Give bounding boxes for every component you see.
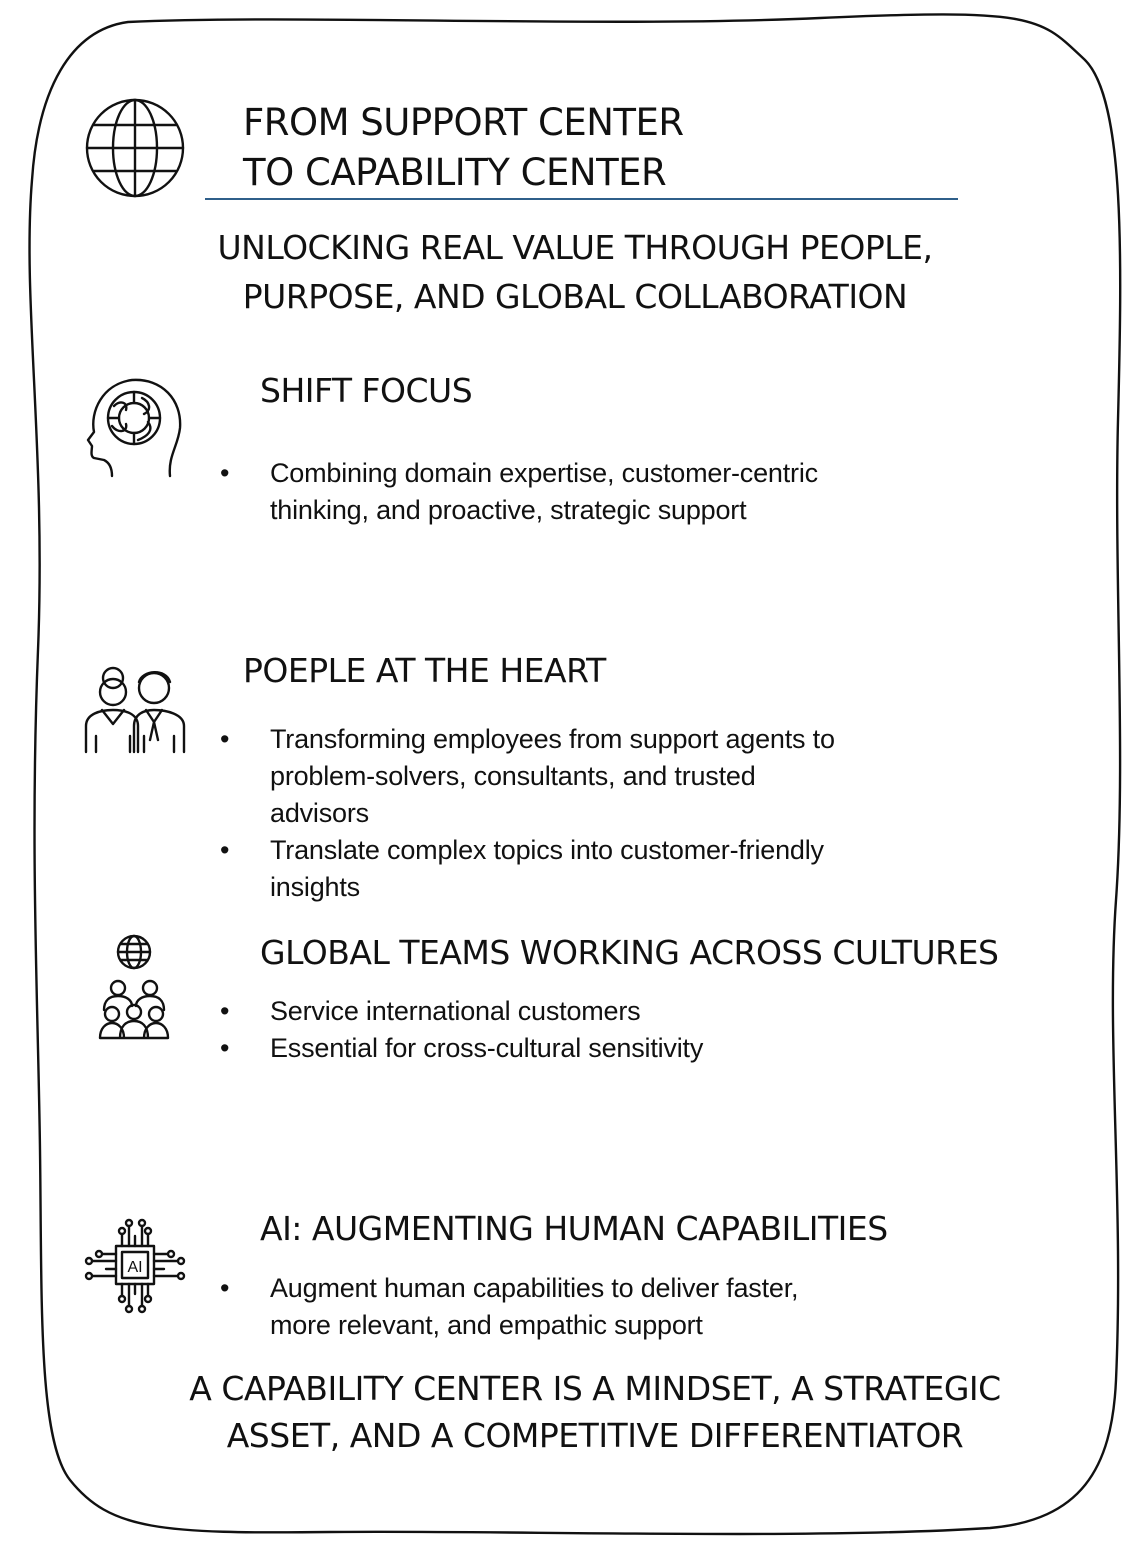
section-heading-people: POEPLE AT THE HEART [243, 651, 606, 690]
ai-bullets [220, 1270, 1000, 1344]
shift-focus-bullets [220, 455, 980, 529]
people-icon [82, 660, 188, 754]
section-heading-shift-focus: SHIFT FOCUS [260, 371, 473, 410]
ai-chip-icon [82, 1216, 188, 1316]
section-heading-ai: AI: AUGMENTING HUMAN CAPABILITIES [260, 1209, 888, 1248]
subtitle-line-2: PURPOSE, AND GLOBAL COLLABORATION [242, 277, 908, 316]
globe-icon [82, 95, 188, 201]
title-line-1: FROM SUPPORT CENTER [243, 101, 684, 144]
list-item: • Transforming employees from support agents to problem-solvers, consultants, and trusted advisors [220, 721, 1000, 832]
brain-head-icon [82, 372, 186, 482]
subtitle-line-1: UNLOCKING REAL VALUE THROUGH PEOPLE, [217, 228, 933, 267]
global-teams-bullets [220, 993, 1000, 1067]
section-heading-global-teams: GLOBAL TEAMS WORKING ACROSS CULTURES [260, 933, 999, 972]
global-team-icon [96, 934, 172, 1042]
list-item: • Translate complex topics into customer-friendly insights [220, 832, 1000, 906]
closing-line-2: ASSET, AND A COMPETITIVE DIFFERENTIATOR [226, 1416, 964, 1455]
list-item: • Combining domain expertise, customer-centric thinking, and proactive, strategic support [220, 455, 980, 529]
page-title [243, 98, 684, 198]
list-item: • Augment human capabilities to deliver faster, more relevant, and empathic support [220, 1270, 1000, 1344]
title-divider [205, 198, 958, 200]
title-line-2: TO CAPABILITY CENTER [243, 151, 667, 194]
closing-statement [140, 1365, 1050, 1459]
closing-line-1: A CAPABILITY CENTER IS A MINDSET, A STRATEGIC [189, 1369, 1001, 1408]
page-subtitle [150, 223, 1000, 321]
ai-chip-label: AI [127, 1259, 143, 1276]
people-bullets [220, 721, 1000, 906]
list-item: • Essential for cross-cultural sensitivity [220, 1030, 1000, 1067]
list-item: • Service international customers [220, 993, 1000, 1030]
